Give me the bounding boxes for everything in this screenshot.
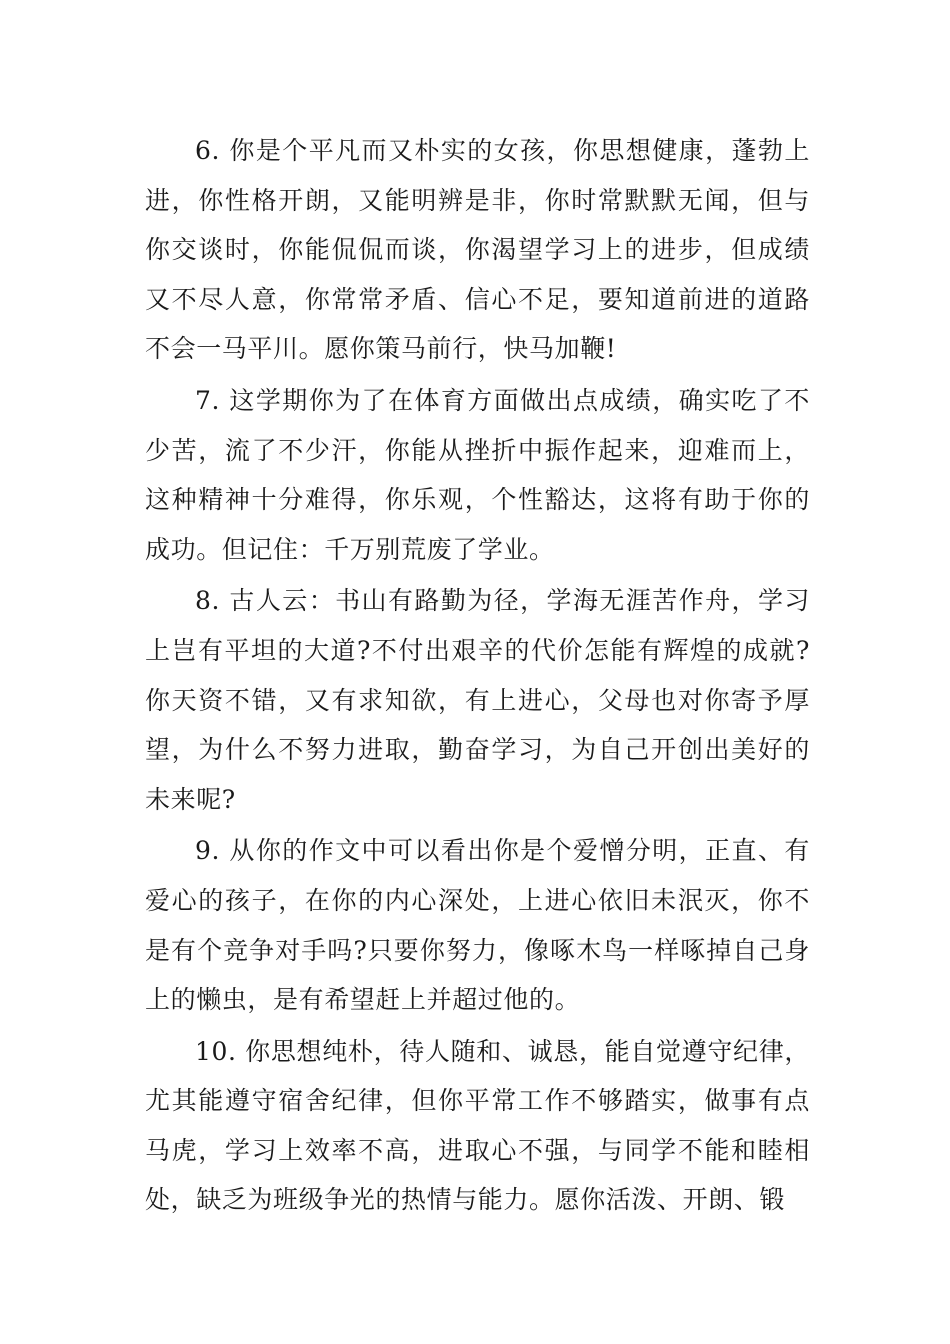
comment-paragraph-8: 8. 古人云：书山有路勤为径，学海无涯苦作舟，学习上岂有平坦的大道?不付出艰辛的代价怎能有辉煌的成就?你天资不错，又有求知欲，有上进心，父母也对你寄予厚望，为什么不努力进取，勤奋学习，为自己开创出美好的未来呢? (145, 586, 810, 814)
comment-paragraph-10: 10. 你思想纯朴，待人随和、诚恳，能自觉遵守纪律，尤其能遵守宿舍纪律，但你平常工作不够踏实，做事有点马虎，学习上效率不高，进取心不强，与同学不能和睦相处，缺乏为班级争光的热情与能力。愿你活泼、开朗、锻 (145, 1036, 810, 1215)
comment-paragraph-7: 7. 这学期你为了在体育方面做出点成绩，确实吃了不少苦，流了不少汗，你能从挫折中振作起来，迎难而上，这种精神十分难得，你乐观，个性豁达，这将有助于你的成功。但记住：千万别荒废了学业。 (145, 385, 810, 564)
comment-paragraph-6: 6. 你是个平凡而又朴实的女孩，你思想健康，蓬勃上进，你性格开朗，又能明辨是非，你时常默默无闻，但与你交谈时，你能侃侃而谈，你渴望学习上的进步，但成绩又不尽人意，你常常矛盾、信心不足，要知道前进的道路不会一马平川。愿你策马前行，快马加鞭! (145, 136, 810, 364)
comment-paragraph-9: 9. 从你的作文中可以看出你是个爱憎分明，正直、有爱心的孩子，在你的内心深处，上进心依旧未泯灭，你不是有个竞争对手吗?只要你努力，像啄木鸟一样啄掉自己身上的懒虫，是有希望赶上并超过他的。 (145, 836, 810, 1015)
document-body (145, 126, 810, 1225)
